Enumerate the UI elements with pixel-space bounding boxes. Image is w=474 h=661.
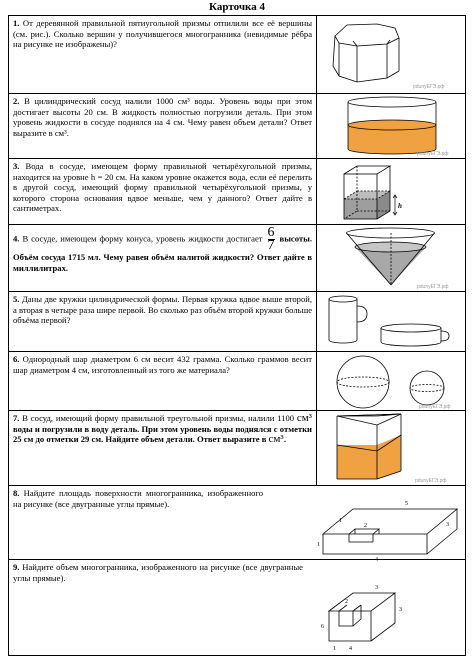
fraction-numerator: 6: [267, 225, 275, 240]
problem-5-row: [9, 292, 466, 352]
problem-9-text: Найдите объем многогранника, изображенного на рисунке (все двугранные углы прямые).: [13, 562, 303, 583]
dim-8-notch: 2: [363, 522, 367, 529]
problem-4-figure: [317, 225, 466, 292]
problem-4-text-cell: [9, 225, 317, 292]
problem-2-figure: [317, 94, 466, 159]
problem-9-cell: [9, 560, 466, 656]
problem-2-text: В цилиндрический сосуд налили 1000 см³ воды. Уровень воды при этом достигает высоты 20 см. В жидкость полностью погрузили деталь. При этом уровень жидкости в сосуде поднялся на 4 см. Чему равен объем детали? Ответ выразите в см³.: [13, 96, 313, 138]
problem-3-row: [9, 159, 466, 225]
problem-4-number: 4.: [13, 233, 20, 244]
watermark-4: pdunyEГЭ.рф: [417, 284, 449, 290]
problem-9-row: [9, 560, 466, 656]
problem-8-number: 8.: [13, 488, 20, 498]
problem-7-row: [9, 411, 466, 486]
problem-9-number: 9.: [13, 562, 20, 572]
problem-6-number: 6.: [13, 354, 20, 364]
watermark-1: pdunyEГЭ.рф: [413, 84, 445, 90]
problem-2-number: 2.: [13, 96, 20, 106]
problem-7-number: 7.: [13, 413, 20, 423]
problem-1-row: [9, 16, 466, 94]
dim-9-top: 3: [374, 584, 378, 591]
problems-table: [8, 15, 466, 656]
problem-7-unit: см³: [296, 412, 312, 424]
dim-9-right: 3: [398, 606, 402, 613]
dim-8-bottom: 4: [374, 556, 378, 563]
problem-6-figure: [317, 352, 466, 411]
problem-8-text: Найдите площадь поверхности многогранника, изображенного на рисунке (все двугранные углы прямые).: [13, 488, 263, 509]
problem-9-text-block: [13, 562, 303, 583]
dim-9-bottom-left: 1: [332, 645, 336, 652]
dim-8-height: 1: [316, 541, 320, 548]
fraction-denominator: 7: [267, 238, 275, 253]
problem-6-text: Однородный шар диаметром 6 см весит 432 грамма. Сколько граммов весит шар диаметром 4 см, изготовленный из того же материала?: [13, 354, 313, 375]
problem-4-fraction: [268, 227, 275, 252]
problem-4-row: [9, 225, 466, 292]
problem-5-number: 5.: [13, 294, 20, 304]
problem-5-text: Даны две кружки цилиндрической формы. Первая кружка вдвое выше второй, а вторая в четыре раза шире первой. Во сколько раз объём второй кружки больше объёма первой?: [13, 294, 313, 326]
problem-7-text-b: воды и погрузили в воду деталь. При этом уровень воды поднялся с отметки 25 см до отметки 29 см. Найдите объем детали. Ответ выразите в: [13, 423, 313, 445]
dim-8-top: 5: [404, 500, 408, 507]
watermark-2: pdunyEГЭ.рф: [417, 151, 449, 157]
problem-7-text-a: В сосуд, имеющий форму правильной треугольной призмы, налили 1100: [22, 413, 295, 423]
problem-8-cell: [9, 486, 466, 563]
problem-4-text-a: В сосуде, имеющем форму конуса, уровень жидкости достигает: [22, 233, 263, 244]
problem-8-row: [9, 486, 466, 560]
problem-3-figure: [317, 159, 466, 225]
problem-3-text-cell: [9, 159, 317, 225]
problem-7-unit2: см³.: [268, 433, 287, 446]
problem-5-text-cell: [9, 292, 317, 352]
problem-7-figure: [317, 411, 466, 486]
problem-1-text-cell: [9, 16, 317, 94]
problem-1-text: От деревянной правильной пятиугольной призмы отпилили все её вершины (см. рис.). Сколько вершин у получившегося многогранника (невидимые рёбра на рисунке не изображены)?: [13, 18, 313, 50]
problem-2-row: [9, 94, 466, 159]
dim-9-bottom: 4: [348, 645, 352, 652]
dim-9-gap: 2: [344, 598, 348, 605]
problem-3-text: Вода в сосуде, имеющем форму правильной четырёхугольной призмы, находится на уровне h = 20 см. На каком уровне окажется вода, если её перелить в другой сосуд, имеющий форму правильной четырёхугольной призмы, у которого сторона основания вдвое меньше, чем у данного? Ответ дайте в сантиметрах.: [13, 161, 313, 214]
problem-2-text-cell: [9, 94, 317, 159]
dim-8-left: 1: [338, 517, 342, 524]
card-title: Карточка 4: [209, 1, 265, 13]
problem-4-text-b: высоты. Объём сосуда 1715 мл. Чему равен объём налитой жидкости? Ответ дайте в миллилитрах.: [13, 233, 313, 273]
problem-1-figure: [317, 16, 466, 94]
watermark-6: pdunyEГЭ.рф: [419, 404, 451, 410]
problem-6-row: [9, 352, 466, 411]
problem-5-figure: [317, 292, 466, 352]
dim-8-right: 3: [445, 521, 449, 528]
label-h: h: [398, 202, 402, 210]
problem-6-text-cell: [9, 352, 317, 411]
problem-8-text-block: [13, 488, 263, 509]
problem-1-number: 1.: [13, 18, 20, 28]
dim-9-height: 6: [320, 623, 324, 630]
problem-3-number: 3.: [13, 161, 20, 171]
watermark-7: pdunyEГЭ.рф: [415, 478, 447, 484]
problem-7-text-cell: [9, 411, 317, 486]
